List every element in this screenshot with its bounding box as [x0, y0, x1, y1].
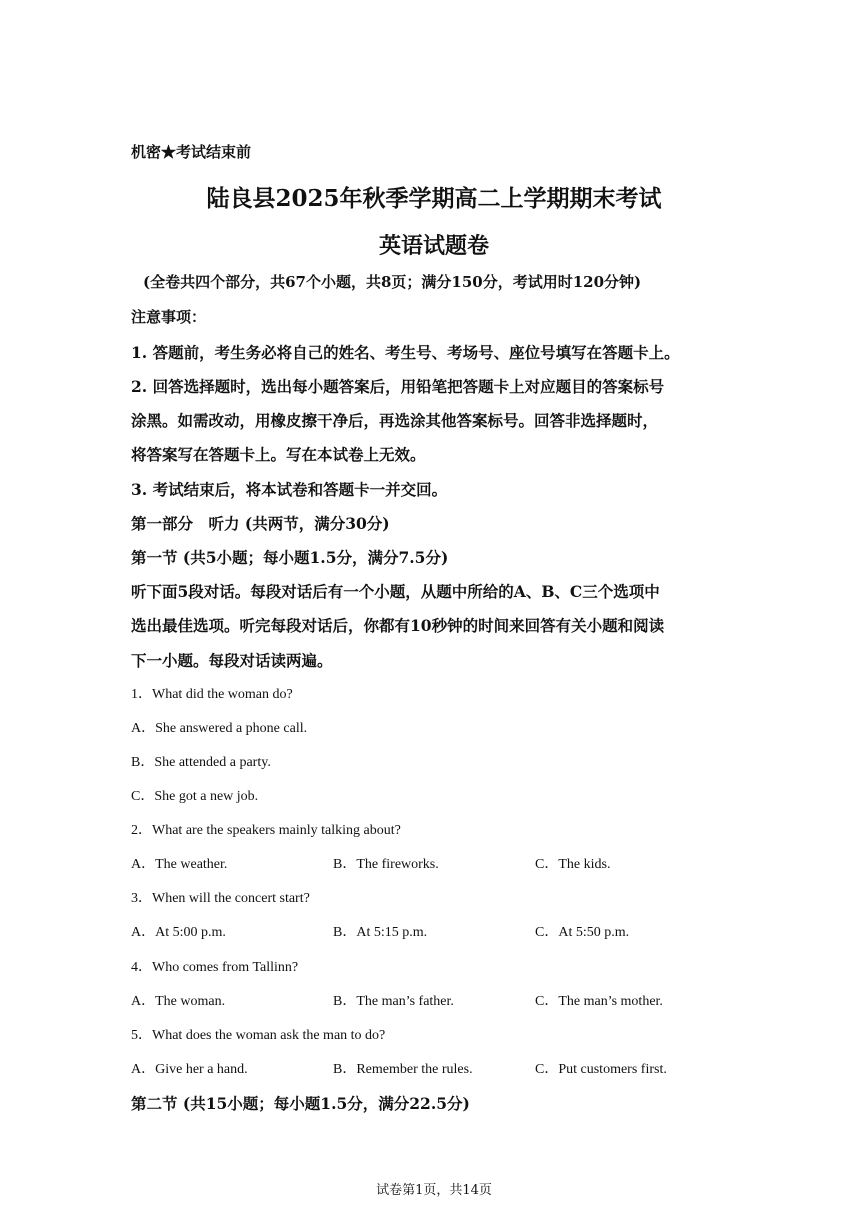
question-option: B．At 5:15 p.m. [333, 925, 428, 940]
question-option: A．At 5:00 p.m. [131, 925, 226, 940]
section2-heading: 第二节 (共15小题；每小题1.5分，满分22.5分) [131, 1094, 470, 1113]
section1-instruction: 下一小题。每段对话读两遍。 [131, 651, 333, 670]
question-option: A．She answered a phone call. [131, 721, 308, 736]
question-option: C．Put customers first. [535, 1062, 667, 1077]
exam-title: 陆良县2025年秋季学期高二上学期期末考试 [206, 185, 662, 212]
notice-line: 1. 答题前，考生务必将自己的姓名、考生号、考场号、座位号填写在答题卡上。 [131, 343, 680, 362]
question-option: A．Give her a hand. [131, 1062, 248, 1077]
question-option: A．The weather. [131, 857, 228, 872]
question-stem: 1．What did the woman do? [131, 687, 293, 702]
question-stem: 4．Who comes from Tallinn? [131, 960, 299, 975]
notice-title: 注意事项： [131, 308, 207, 326]
notice-line: 2. 回答选择题时，选出每小题答案后，用铅笔把答题卡上对应题目的答案标号 [131, 377, 665, 396]
question-option: B．The man’s father. [333, 994, 454, 1009]
section1-instruction: 听下面5段对话。每段对话后有一个小题，从题中所给的A、B、C三个选项中 [131, 582, 660, 601]
part1-heading: 第一部分 听力 (共两节，满分30分) [131, 514, 390, 533]
question-option: C．The man’s mother. [535, 994, 663, 1009]
exam-scope: (全卷共四个部分，共67个小题，共8页；满分150分，考试用时120分钟) [143, 273, 642, 291]
question-stem: 5．What does the woman ask the man to do? [131, 1028, 386, 1043]
question-option: C．The kids. [535, 857, 611, 872]
question-stem: 3．When will the concert start? [131, 891, 310, 906]
question-option: C．She got a new job. [131, 789, 259, 804]
section1-instruction: 选出最佳选项。听完每段对话后，你都有10秒钟的时间来回答有关小题和阅读 [131, 616, 665, 635]
question-stem: 2．What are the speakers mainly talking about? [131, 823, 401, 838]
exam-subtitle: 英语试题卷 [378, 233, 489, 259]
notice-line: 3. 考试结束后，将本试卷和答题卡一并交回。 [131, 480, 448, 499]
notice-line: 涂黑。如需改动，用橡皮擦干净后，再选涂其他答案标号。回答非选择题时， [131, 411, 659, 430]
question-option: C．At 5:50 p.m. [535, 925, 630, 940]
confidential-label: 机密★考试结束前 [131, 143, 252, 161]
question-option: B．Remember the rules. [333, 1062, 473, 1077]
question-option: A．The woman. [131, 994, 226, 1009]
page-footer: 试卷第1页，共14页 [376, 1183, 492, 1198]
section1-heading: 第一节 (共5小题；每小题1.5分，满分7.5分) [131, 548, 449, 567]
question-option: B．She attended a party. [131, 755, 271, 770]
notice-line: 将答案写在答题卡上。写在本试卷上无效。 [131, 445, 426, 464]
question-option: B．The fireworks. [333, 857, 439, 872]
